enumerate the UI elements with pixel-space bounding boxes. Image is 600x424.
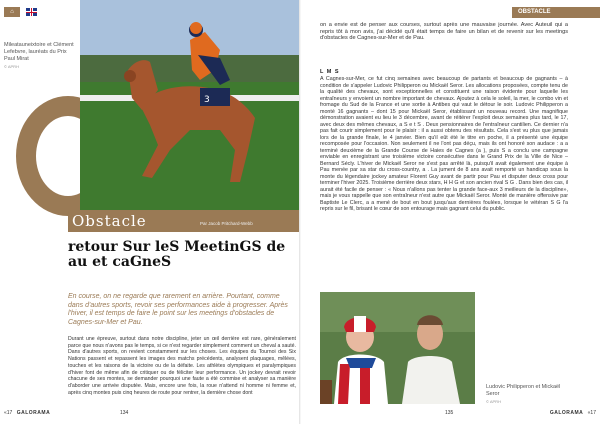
uk-flag-icon[interactable] [26,8,37,16]
home-tag[interactable]: ⌂ [4,7,20,17]
article-lede: En course, on ne regarde que rarement en arrière. Pourtant, comme dans d'autres sports, revoir ses performances aide à progresser. Après l'hiver, il est temps de faire le point sur les meetings d'obstacles de Cagnes-sur-Mer et Pau. [68,293,288,326]
left-photo-caption [4,42,76,70]
caption-credit: © APRH [4,64,19,69]
section-word: Obstacle [72,212,147,230]
caption-text: Mileatauneixtoire et Clément Lefebvre, lauréats du Prix Paul Mirat [4,42,74,62]
jockey-trainer-photo [320,292,475,404]
horse-race-photo [80,0,300,210]
caption-credit: © APRH [486,399,501,404]
section-tag[interactable]: OBSTACLE [512,7,600,18]
folio-left [4,410,50,416]
article-body-right [320,76,568,213]
caption-text: Ludovic Philipperon et Mickaël Seror [486,384,561,397]
right-photo-caption [486,384,566,405]
folio-issue: «17 [4,410,13,416]
article-body-left: Durant une épreuve, surtout dans notre discipline, jeter un œil derrière est rare, généralement parce que nous n'avons pas le temps, si ce n'est regarder simplement comment un cheval a sauté. Dans d'autres sports, on revient constamment sur les choses. Les équipes du Tournoi des Six Nations passent et repassent les images des matchs précédents, analysent plaquages, mêlées, touches et les raisons de la victoire ou de la défaite. Les athlètes olympiques et paralympiques d'hiver font de même afin de critiquer ou de féliciter leur performance. Un jockey devrait revoir chacune de ses montes, se demander pourquoi une faute a été commise et analyser sa manière d'aborder une arrivée disputée. Mais, encore une fois, la roue n'attend ni homme ni femme et, après cinq montes puis cinq heures de route pour rentrer, la dernière chose dont [68,336,296,396]
folio-right [550,410,596,416]
magazine-logo: GALORAMA [549,410,584,416]
subsection-title: L M S [320,69,340,75]
article-body-right-intro: on a envie est de penser aux courses, surtout après une mauvaise journée. Avec Auteuil qui a repris tôt à mon avis, j'ai décidé qu'il était temps de faire un bilan et de revenir sur les meetings d'obstacles de Cagnes-sur-Mer et de Pau. [320,22,568,42]
article-headline: retour Sur leS MeetinGS de au et caGneS [68,239,286,270]
page-number-left: 134 [120,410,129,416]
magazine-logo: GALORAMA [16,410,51,416]
right-page [300,0,600,424]
article-body-right-text: A Cagnes-sur-Mer, ce fut cinq semaines avec beaucoup de partants et beaucoup de gagnants – à condition de s'appeler Ludovic Philipperon ou Mickaël Seror. Les allocations proposées, compte tenu de la qualité des chevaux, sont exceptionnelles et constituent une raison évidente pour laquelle les entraîneurs y envoient un nombre important de chevaux. Ajoutez à cela le soleil, la mer, le combo vin et fromage du Sud de la France et une sortie à Antibes qui vaut le détour le soir. Ludovic Philipperon a monté 16 gagnants – dont 15 pour Mickaël Seror, établissant un nouveau record. Une magnifique démonstration avaient eu lieu le 3 décembre, avant de réitérer l'exploit deux semaines plus tard, le 17, avec deux des mêmes chevaux, a S e t S . Deux pensionnaires de l'entraîneur cantilien. Ce dernier n'a pas fait courir simplement pour le plaisir : il a aussi obtenu des résultats. Cela s'est vu plus que jamais lors de la grande finale, le 4 janvier. Bien qu'il eût été le titre en poche, il a présenté une équipe recomposée pour l'occasion. Non seulement il ne l'ont pas déçu, mais ils ont honoré son audace : a a terminé deuxième de la Grande Course de Haies de Cagnes (a ), puis S a conclu une campagne enviable en enregistrant une troisième victoire consécutive dans le Grand Prix de la Ville de Nice – Bernard Sécly. L'hiver de Mickaël Seror ne s'est pas arrêté là, puisqu'il avait également une équipe à Pau menée par sa star du cross-country, a . La jument de 8 ans avait remporté un handicap sous la monte du légendaire jockey amateur Florent Guy avant de partir pour Pau et disputer deux cross pour terminer l'hiver 2025. Troisième derrière deux stars, H H G et son ancien rival S G . Dans bien des cas, il aurait été facile de penser : « Nous n'allons pas tenter la grande face-aux 3 meilleurs de la discipline», mais je vous rappelle que son entraîneur n'est autre que Mickaël Seror. Monté de manière offensive par Baptiste Le Clerc, a a mené de bout en bout jusqu'aux dernières foulées, lorsque le vétéran S G l'a repris sur le fil, brisant le cœur de son entourage mais gagnant celui du public. [320,76,568,212]
saddle-cloth-number: 3 [204,95,210,105]
folio-issue: «17 [587,410,596,416]
photo-credit: Par Jacob Pritchard-Webb [200,221,253,226]
page-number-right: 135 [445,410,454,416]
